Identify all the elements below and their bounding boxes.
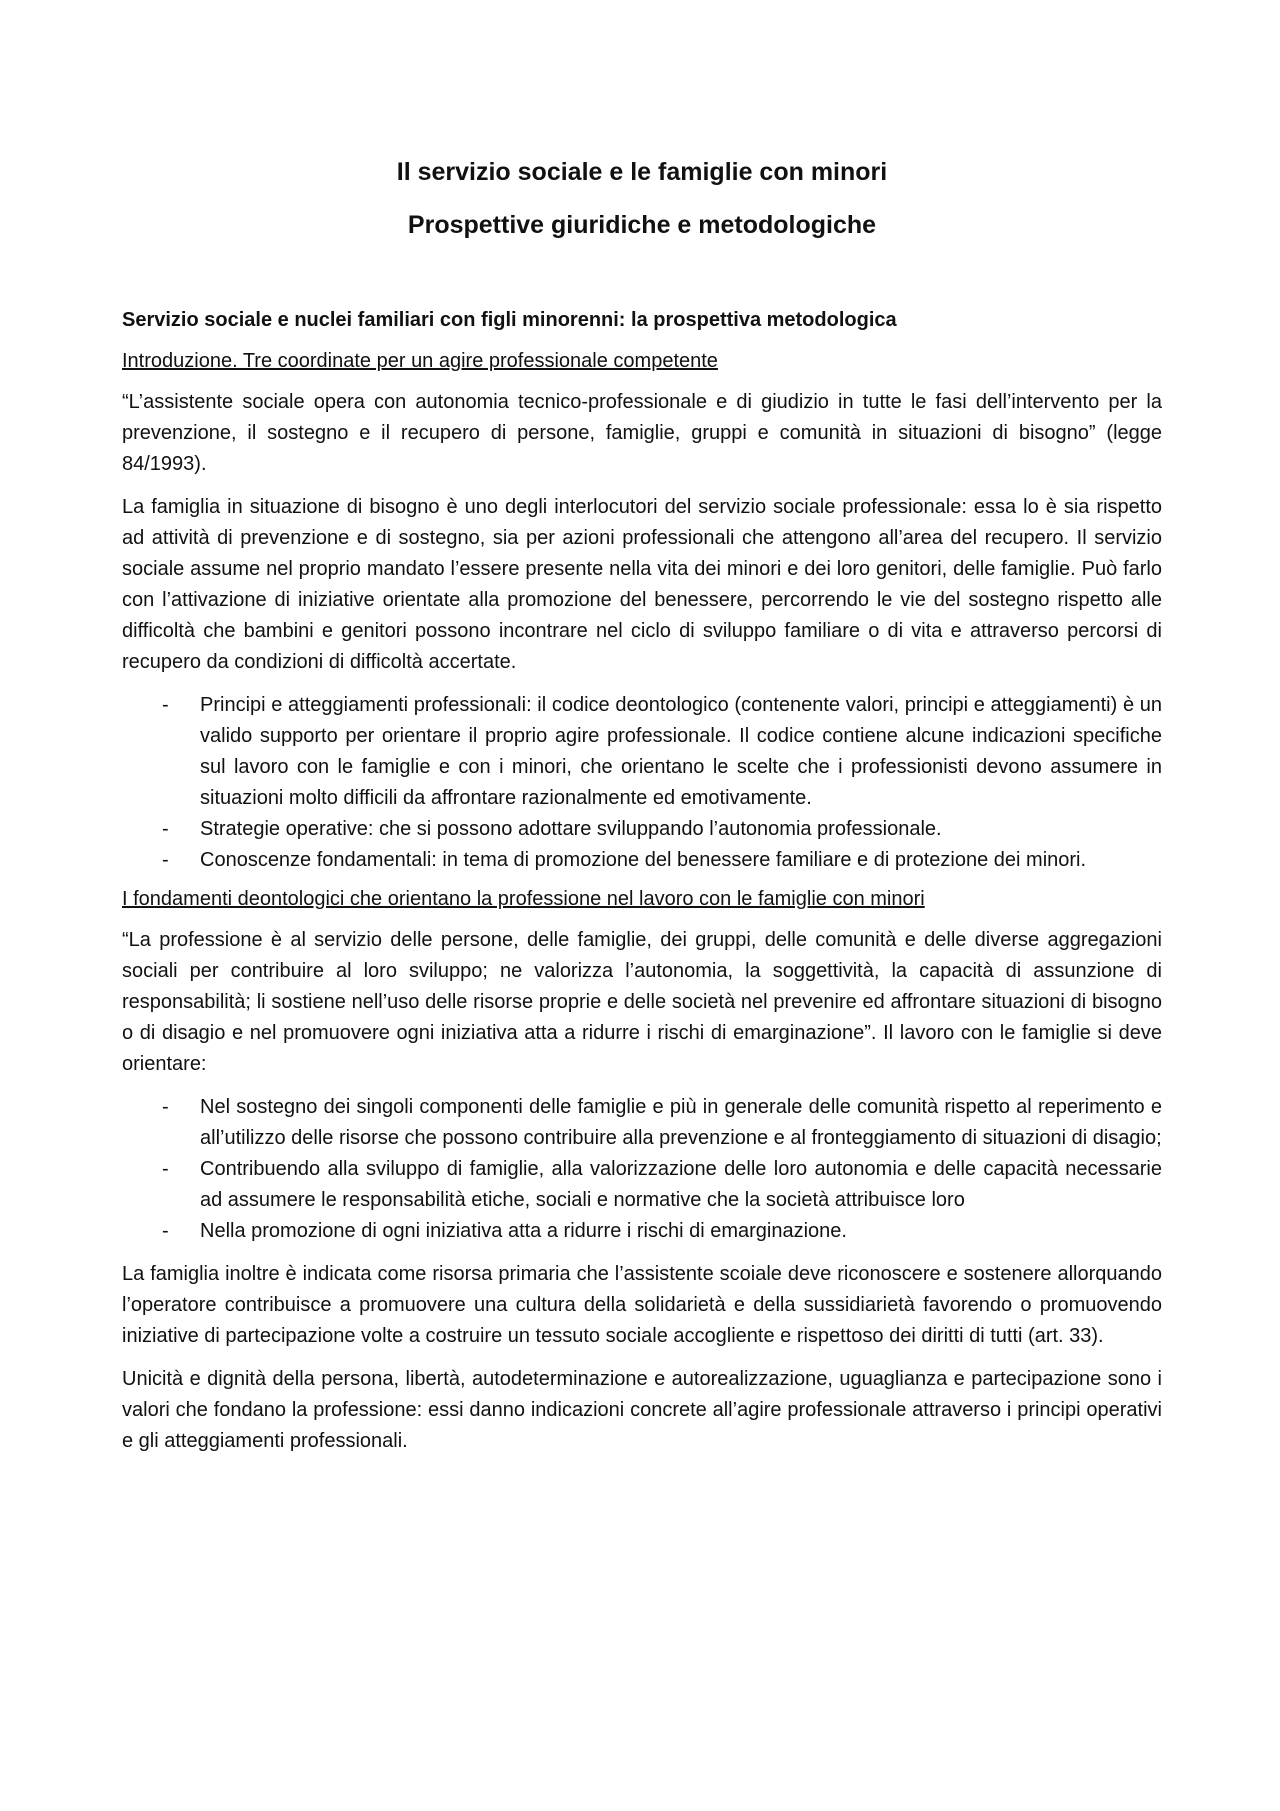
document-title: Il servizio sociale e le famiglie con minori [396,158,888,186]
list-item-text: Conoscenze fondamentali: in tema di promozione del benessere familiare e di protezione dei minori. [200,849,1087,871]
list-item-text: Contribuendo alla sviluppo di famiglie, alla valorizzazione delle loro autonomia e delle capacità necessarie ad assumere le responsabilità etiche, sociali e normative che la società attribuisce loro [200,1158,1162,1211]
orientamento-list [122,1092,1162,1247]
dash-bullet: - [162,849,169,871]
list-item [122,690,1162,814]
coordinate-list [122,690,1162,876]
list-item-text: Nel sostegno dei singoli componenti delle famiglie e più in generale delle comunità rispetto al reperimento e all’utilizzo delle risorse che possono contribuire alla prevenzione e al fronteggiamento di situazioni di disagio; [200,1096,1162,1149]
dash-bullet: - [162,818,169,840]
list-item [122,1216,1162,1247]
list-item-text: Principi e atteggiamenti professionali: il codice deontologico (contenente valori, principi e atteggiamenti) è un valido supporto per orientare il proprio agire professionale. Il codice contiene alcune indicazioni specifiche sul lavoro con le famiglie e con i minori, che orientano le scelte che i professionisti devono assumere in situazioni molto difficili da affrontare razionalmente ed emotivamente. [200,694,1162,809]
dash-bullet: - [162,1158,169,1180]
section-heading: Servizio sociale e nuclei familiari con figli minorenni: la prospettiva metodologica [122,309,897,331]
list-item [122,1092,1162,1154]
paragraph-famiglia-bisogno: La famiglia in situazione di bisogno è uno degli interlocutori del servizio sociale professionale: essa lo è sia rispetto ad attività di prevenzione e di sostegno, sia per azioni professionali che attengono all’area del recupero. Il servizio sociale assume nel proprio mandato l’essere presente nella vita dei minori e dei loro genitori, delle famiglie. Può farlo con l’attivazione di iniziative orientate alla promozione del benessere, percorrendo le vie del sostegno rispetto alle difficoltà che bambini e genitori possono incontrare nel ciclo di sviluppo familiare o di vita e attraverso percorsi di recupero da condizioni di difficoltà accertate. [122,496,1162,673]
quote-legge: “L’assistente sociale opera con autonomia tecnico-professionale e di giudizio in tutte le fasi dell’intervento per la prevenzione, il sostegno e il recupero di persone, famiglie, gruppi e comunità in situazioni di bisogno” (legge 84/1993). [122,391,1162,475]
document-subtitle: Prospettive giuridiche e metodologiche [407,211,877,239]
dash-bullet: - [162,694,169,716]
list-item [122,845,1162,876]
dash-bullet: - [162,1220,169,1242]
subheading-introduzione: Introduzione. Tre coordinate per un agire professionale competente [122,350,718,372]
list-item [122,1154,1162,1216]
quote-codice: “La professione è al servizio delle persone, delle famiglie, dei gruppi, delle comunità e delle diverse aggregazioni sociali per contribuire al loro sviluppo; ne valorizza l’autonomia, la soggettività, la capacità di assunzione di responsabilità; li sostiene nell’uso delle risorse proprie e delle società nel prevenire ed affrontare situazioni di bisogno o di disagio e nel promuovere ogni iniziativa atta a ridurre i rischi di emarginazione”. Il lavoro con le famiglie si deve orientare: [122,929,1162,1075]
paragraph-risorsa-primaria: La famiglia inoltre è indicata come risorsa primaria che l’assistente scoiale deve riconoscere e sostenere allorquando l’operatore contribuisce a promuovere una cultura della solidarietà e della sussidiarietà favorendo o promuovendo iniziative di partecipazione volte a costruire un tessuto sociale accogliente e rispettoso dei diritti di tutti (art. 33). [122,1263,1162,1347]
list-item-text: Nella promozione di ogni iniziativa atta a ridurre i rischi di emarginazione. [200,1220,847,1242]
dash-bullet: - [162,1096,169,1118]
subheading-fondamenti: I fondamenti deontologici che orientano la professione nel lavoro con le famiglie con minori [122,888,925,910]
list-item-text: Strategie operative: che si possono adottare sviluppando l’autonomia professionale. [200,818,942,840]
list-item [122,814,1162,845]
paragraph-valori: Unicità e dignità della persona, libertà, autodeterminazione e autorealizzazione, uguaglianza e partecipazione sono i valori che fondano la professione: essi danno indicazioni concrete all’agire professionale attraverso i principi operativi e gli atteggiamenti professionali. [122,1368,1162,1452]
